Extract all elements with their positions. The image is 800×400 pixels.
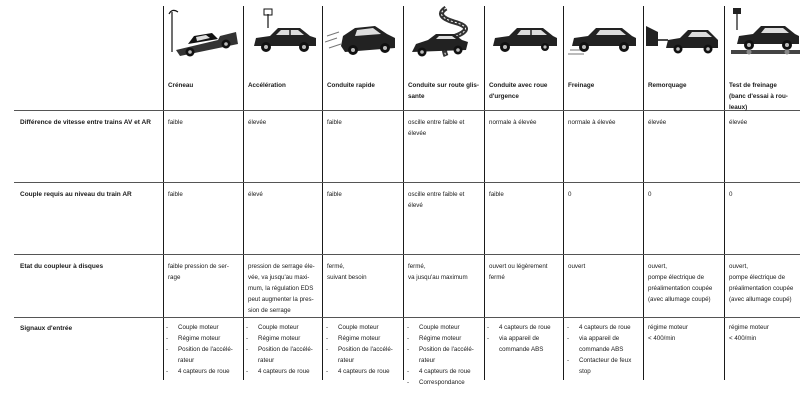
cell-text: normale à élevée (568, 119, 616, 126)
cell-text: élevée (408, 130, 427, 137)
list-item-text: Correspondance (419, 379, 465, 386)
list-item: - Couple moteur (326, 324, 379, 331)
list-item: - Couple moteur (246, 324, 299, 331)
cell-text: rage (168, 274, 181, 281)
table-cell (327, 261, 367, 283)
cell-text: (avec allumage coupé) (648, 296, 711, 303)
list-item: - Couple moteur (407, 324, 460, 331)
input-signals-list (326, 322, 393, 377)
list-item: - 4 capteurs de roue (567, 324, 631, 331)
list-item-text: 4 capteurs de roue (419, 368, 471, 375)
towed-car-icon (646, 6, 720, 58)
table-cell (568, 117, 615, 128)
list-item: - 4 capteurs de roue (487, 324, 551, 331)
table-cell (489, 117, 536, 128)
table-cell (408, 117, 464, 139)
row-header-couple-requis: Couple requis au niveau du train AR (20, 191, 132, 198)
input-signals-list (487, 322, 551, 355)
table-cell (168, 189, 183, 200)
list-item-text: Couple moteur (419, 324, 460, 331)
table-cell (408, 261, 468, 283)
list-item-text: rateur (178, 357, 195, 364)
column-header-freinage (568, 80, 594, 91)
list-item-text: Contacteur de feux (579, 357, 632, 364)
list-item-text: Régime moteur (178, 335, 221, 342)
cell-text: mum, la régulation EDS (248, 285, 314, 292)
list-item-text: Régime moteur (338, 335, 381, 342)
column-divider (322, 6, 323, 380)
cell-text: préalimentation coupée (648, 285, 713, 292)
cell-text: 0 (729, 191, 733, 198)
table-cell (648, 261, 712, 305)
list-item: - Régime moteur (246, 335, 301, 342)
column-header-test-freinage (729, 80, 788, 113)
cell-text: faible (327, 119, 342, 126)
cell-text: fermé, (408, 263, 426, 270)
input-signals-list (407, 322, 474, 388)
list-item-text: rateur (419, 357, 436, 364)
list-item: - Correspondance (407, 379, 465, 386)
cell-text: fermé, (327, 263, 345, 270)
list-item: - Régime moteur (166, 335, 221, 342)
list-item-text: 4 capteurs de roue (499, 324, 551, 331)
table-cell (729, 322, 769, 344)
list-item-text: Position de l'accélé- (178, 346, 233, 353)
column-divider (563, 6, 564, 380)
column-header-conduite-rapide (327, 80, 375, 91)
parking-car-icon (166, 6, 240, 58)
cell-text: ouvert ou légèrement (489, 263, 548, 270)
cell-text: ouvert (568, 263, 586, 270)
list-item: - Position de l'accélé- (246, 346, 313, 353)
table-cell (729, 117, 747, 128)
cell-text: régime moteur (729, 324, 769, 331)
cell-text: pompe électrique de (729, 274, 786, 281)
list-item-text: Position de l'accélé- (419, 346, 474, 353)
input-signals-list (166, 322, 233, 377)
column-header-line: d'urgence (489, 93, 519, 100)
list-item: - 4 capteurs de roue (326, 368, 390, 375)
table-cell (729, 189, 732, 200)
spare-wheel-car-icon (487, 6, 561, 58)
slippery-road-car-icon (406, 6, 480, 58)
cell-text: élevée (248, 119, 267, 126)
cell-text: régime moteur (648, 324, 688, 331)
row-divider (14, 110, 800, 111)
list-item-text: Régime moteur (419, 335, 462, 342)
column-header-line: Conduite avec roue (489, 82, 548, 89)
column-header-line: Test de freinage (729, 82, 777, 89)
list-item-text: 4 capteurs de roue (178, 368, 230, 375)
column-header-line: Conduite sur route glis- (408, 82, 480, 89)
column-header-line: Accélération (248, 82, 286, 89)
list-item-text: via appareil de (499, 335, 540, 342)
roller-test-bench-car-icon (727, 6, 800, 58)
cell-text: suivant besoin (327, 274, 367, 281)
list-item-text: commande ABS (579, 346, 624, 353)
cell-text: faible (168, 191, 183, 198)
column-divider (484, 6, 485, 380)
list-item: - Position de l'accélé- (407, 346, 474, 353)
list-item: - 4 capteurs de roue (407, 368, 471, 375)
cell-text: vée, va jusqu'au maxi- (248, 274, 310, 281)
cell-text: élevée (729, 119, 748, 126)
list-item: - 4 capteurs de roue (166, 368, 230, 375)
cell-text: élevé (408, 202, 423, 209)
cell-text: ouvert, (648, 263, 667, 270)
column-header-line: Remorquage (648, 82, 687, 89)
table-cell (327, 189, 342, 200)
column-header-line: Créneau (168, 82, 194, 89)
list-item-text: Couple moteur (178, 324, 219, 331)
table-cell (248, 261, 315, 316)
table-cell (729, 261, 793, 305)
cell-text: ouvert, (729, 263, 748, 270)
list-item: - Régime moteur (407, 335, 462, 342)
list-item-text: 4 capteurs de roue (338, 368, 390, 375)
list-item-text: Position de l'accélé- (258, 346, 313, 353)
table-cell (648, 117, 666, 128)
cell-text: oscille entre faible et (408, 119, 465, 126)
list-item-text: stop (579, 368, 591, 375)
table-cell (248, 189, 263, 200)
list-item-text: Couple moteur (338, 324, 379, 331)
column-header-line: leaux) (729, 104, 748, 111)
table-cell (408, 189, 464, 211)
table-cell (648, 322, 688, 344)
cell-text: fermé (489, 274, 505, 281)
list-item: - Contacteur de feux (567, 357, 632, 364)
list-item-text: rateur (258, 357, 275, 364)
list-item-text: Couple moteur (258, 324, 299, 331)
list-item-text: Régime moteur (258, 335, 301, 342)
cell-text: sion de serrage (248, 307, 291, 314)
list-item: - 4 capteurs de roue (246, 368, 310, 375)
list-item-text: rateur (338, 357, 355, 364)
cell-text: 0 (648, 191, 652, 198)
fast-driving-car-icon (325, 6, 399, 58)
column-header-roue-urgence (489, 80, 547, 102)
cell-text: < 400/min (648, 335, 676, 342)
table-cell (489, 189, 504, 200)
list-item: - Position de l'accélé- (326, 346, 393, 353)
column-header-acceleration (248, 80, 286, 91)
cell-text: préalimentation coupée (729, 285, 794, 292)
table-cell (568, 261, 585, 272)
table-cell (168, 117, 183, 128)
cell-text: va jusqu'au maximum (408, 274, 468, 281)
column-header-line: sante (408, 93, 425, 100)
cell-text: < 400/min (729, 335, 757, 342)
column-header-creneau (168, 80, 193, 91)
row-header-etat-coupleur: Etat du coupleur à disques (20, 263, 104, 270)
list-item-text: 4 capteurs de roue (579, 324, 631, 331)
cell-text: pompe électrique de (648, 274, 705, 281)
cell-text: 0 (568, 191, 572, 198)
cell-text: faible (168, 119, 183, 126)
list-item: - Régime moteur (326, 335, 381, 342)
list-item: - via appareil de (567, 335, 620, 342)
list-item: - Position de l'accélé- (166, 346, 233, 353)
table-cell (568, 189, 571, 200)
column-header-route-glissante (408, 80, 479, 102)
list-item-text: commande ABS (499, 346, 544, 353)
column-divider (163, 6, 164, 380)
input-signals-list (246, 322, 313, 377)
column-divider (403, 6, 404, 380)
column-divider (643, 6, 644, 380)
column-header-line: Conduite rapide (327, 82, 375, 89)
row-header-signaux-entree: Signaux d'entrée (20, 325, 73, 332)
accelerating-car-icon (246, 6, 320, 58)
table-cell (327, 117, 342, 128)
cell-text: oscille entre faible et (408, 191, 465, 198)
cell-text: faible pression de ser- (168, 263, 229, 270)
braking-car-icon (566, 6, 640, 58)
row-divider (14, 317, 800, 318)
column-header-line: (banc d'essai à rou- (729, 93, 788, 100)
input-signals-list (567, 322, 631, 377)
cell-text: faible (489, 191, 504, 198)
column-divider (243, 6, 244, 380)
table-cell (489, 261, 547, 283)
cell-text: élevé (248, 191, 263, 198)
column-divider (724, 6, 725, 380)
cell-text: faible (327, 191, 342, 198)
cell-text: peut augmenter la pres- (248, 296, 314, 303)
row-header-difference-vitesse: Différence de vitesse entre trains AV et AR (20, 119, 151, 126)
list-item-text: 4 capteurs de roue (258, 368, 310, 375)
table-cell (648, 189, 651, 200)
row-divider (14, 254, 800, 255)
row-divider (14, 182, 800, 183)
cell-text: élevée (648, 119, 667, 126)
list-item: - via appareil de (487, 335, 540, 342)
list-item-text: via appareil de (579, 335, 620, 342)
cell-text: (avec allumage coupé) (729, 296, 792, 303)
table-cell (248, 117, 266, 128)
column-header-line: Freinage (568, 82, 595, 89)
cell-text: pression de serrage éle- (248, 263, 315, 270)
column-header-remorquage (648, 80, 687, 91)
cell-text: normale à élevée (489, 119, 537, 126)
list-item: - Couple moteur (166, 324, 219, 331)
list-item-text: Position de l'accélé- (338, 346, 393, 353)
table-cell (168, 261, 229, 283)
